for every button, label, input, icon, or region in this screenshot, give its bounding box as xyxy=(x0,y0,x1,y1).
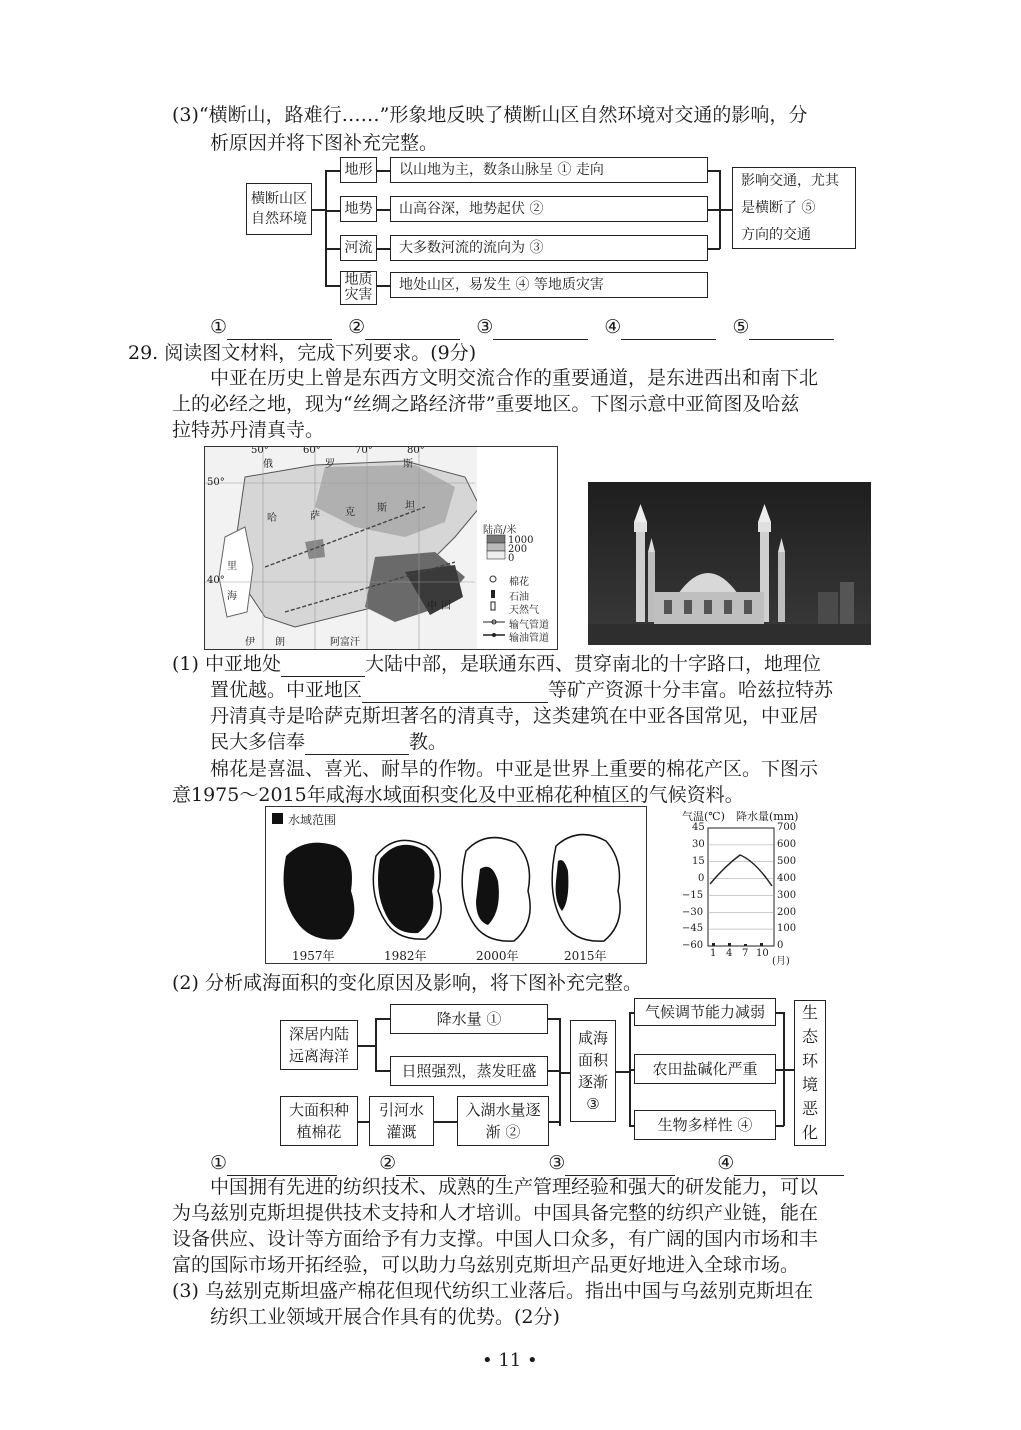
legend-level-1000: 1000 xyxy=(508,535,534,546)
china-text-line1: 中国拥有先进的纺织技术、成熟的生产管理经验和强大的研发能力，可以 xyxy=(210,1176,819,1198)
tag-relief: 地势 xyxy=(340,196,377,222)
hengduan-env-box: 横断山区 自然环境 xyxy=(246,183,312,235)
q29-2-answer-blanks: ① ② ③ ④ xyxy=(210,1150,844,1176)
lon-tick-50: 50° xyxy=(251,446,269,456)
flow-inflow-box: 入湖水量逐 渐 ② xyxy=(457,1096,549,1146)
flow-cotton-box: 大面积种 植棉花 xyxy=(280,1096,358,1146)
temp-tick-15: 15 xyxy=(692,856,705,867)
traffic-impact-box: 影响交通，尤其 是横断了 ⑤ 方向的交通 xyxy=(732,167,856,249)
tag-geohazard: 地质 灾害 xyxy=(340,271,377,305)
tag-terrain: 地形 xyxy=(340,157,377,183)
month-tick-7: 7 xyxy=(742,948,749,959)
q29-2-stem: (2) 分析咸海面积的变化原因及影响，将下图补充完整。 xyxy=(172,972,642,994)
label-e1: 俄 xyxy=(263,459,273,470)
label-k3: 克 xyxy=(345,507,355,518)
q29-1-line1: (1) 中亚地处 大陆中部，是联通东西、贯穿南北的十字路口，地理位 xyxy=(172,653,821,675)
flow-precip-box: 降水量 ① xyxy=(390,1004,548,1034)
label-e2: 罗 xyxy=(325,459,335,470)
legend-cotton: 棉花 xyxy=(509,577,529,588)
precip-tick-0: 0 xyxy=(777,940,784,951)
year-1982: 1982年 xyxy=(384,949,427,963)
mosque-svg xyxy=(588,482,871,645)
label-caspian2: 海 xyxy=(227,591,237,602)
china-text-line4: 富的国际市场开拓经验，可以助力乌兹别克斯坦产品更好地进入全球市场。 xyxy=(172,1254,800,1276)
cotton-text-line2: 意1975～2015年咸海水域面积变化及中亚棉花种植区的气候资料。 xyxy=(172,784,744,806)
label-k1: 哈 xyxy=(267,513,277,524)
climate-chart xyxy=(680,806,820,967)
row-terrain-text: 以山地为主，数条山脉呈 ① 走向 xyxy=(390,157,708,183)
label-ir1: 伊 xyxy=(245,637,255,648)
label-k4: 斯 xyxy=(377,503,387,514)
year-1957: 1957年 xyxy=(292,949,335,963)
legend-oil: 石油 xyxy=(509,592,529,603)
aral-sea-figure xyxy=(265,806,647,964)
q28-3-stem-line2: 析原因并将下图补充完整。 xyxy=(210,132,439,154)
label-k2: 萨 xyxy=(310,511,320,522)
flow-salinization-box: 农田盐碱化严重 xyxy=(634,1054,776,1084)
label-ir2: 朗 xyxy=(275,637,285,648)
temp-tick-m30: −30 xyxy=(682,907,704,918)
china-text-line2: 为乌兹别克斯坦提供技术支持和人才培训。中国具备完整的纺织产业链，能在 xyxy=(172,1202,819,1224)
legend-title: 陆高/米 xyxy=(483,525,517,536)
label-cn1: 中 xyxy=(427,601,437,612)
temp-tick-0: 0 xyxy=(698,873,705,884)
temp-tick-45: 45 xyxy=(692,822,705,833)
q29-heading: 29. 阅读图文材料，完成下列要求。(9分) xyxy=(128,342,477,364)
legend-gas: 天然气 xyxy=(509,605,539,616)
precip-tick-500: 500 xyxy=(777,856,797,867)
map-terrain-svg xyxy=(205,447,557,649)
central-asia-map xyxy=(204,446,558,650)
cotton-text-line1: 棉花是喜温、喜光、耐旱的作物。中亚是世界上重要的棉花产区。下图示 xyxy=(210,758,819,780)
q29-3-line2: 纺织工业领域开展合作具有的优势。(2分) xyxy=(210,1306,560,1328)
q29-intro-line2: 上的必经之地，现为“丝绸之路经济带”重要地区。下图示意中亚简图及哈兹 xyxy=(172,393,800,415)
legend-level-200: 200 xyxy=(508,544,528,555)
china-text-line3: 设备供应、设计等方面给予有力支撑。中国人口众多，有广阔的国内市场和丰 xyxy=(172,1228,819,1250)
lon-tick-70: 70° xyxy=(355,446,373,456)
lon-tick-60: 60° xyxy=(303,446,321,456)
legend-level-0: 0 xyxy=(508,553,515,564)
q29-intro-line1: 中亚在历史上曾是东西方文明交流合作的重要通道，是东进西出和南下北 xyxy=(210,367,819,389)
row-relief-text: 山高谷深，地势起伏 ② xyxy=(390,196,708,222)
row-geohazard-text: 地处山区，易发生 ④ 等地质灾害 xyxy=(390,272,708,298)
precip-tick-600: 600 xyxy=(777,839,797,850)
label-afghanistan: 阿富汗 xyxy=(330,637,360,648)
precip-tick-300: 300 xyxy=(777,890,797,901)
month-tick-4: 4 xyxy=(726,948,733,959)
legend-oil-pipeline: 输油管道 xyxy=(509,633,549,644)
q29-intro-line3: 拉特苏丹清真寺。 xyxy=(172,419,325,441)
label-e3: 斯 xyxy=(403,459,413,470)
precip-tick-400: 400 xyxy=(777,873,797,884)
lat-tick-50: 50° xyxy=(207,477,225,488)
row-river-text: 大多数河流的流向为 ③ xyxy=(390,235,708,261)
month-unit: (月) xyxy=(772,956,790,967)
flow-irrigation-box: 引河水 灌溉 xyxy=(369,1096,434,1146)
lat-tick-40: 40° xyxy=(207,575,225,586)
q29-1-line3: 丹清真寺是哈萨克斯坦著名的清真寺，这类建筑在中亚各国常见，中亚居 xyxy=(210,705,819,727)
temp-tick-m45: −45 xyxy=(682,923,704,934)
water-legend-label: 水域范围 xyxy=(288,813,337,827)
q28-3-stem-line1: (3)“横断山，路难行……”形象地反映了横断山区自然环境对交通的影响，分 xyxy=(172,104,808,126)
lon-tick-80: 80° xyxy=(407,446,425,456)
label-caspian1: 里 xyxy=(227,561,237,572)
flow-inland-box: 深居内陆 远离海洋 xyxy=(280,1020,358,1070)
year-2000: 2000年 xyxy=(476,949,519,963)
temp-tick-30: 30 xyxy=(692,839,705,850)
flow-biodiversity-box: 生物多样性 ④ xyxy=(634,1110,776,1140)
label-cn2: 国 xyxy=(441,601,451,612)
year-2015: 2015年 xyxy=(564,949,607,963)
flow-climate-box: 气候调节能力减弱 xyxy=(634,998,776,1026)
temp-axis-label: 气温(℃) xyxy=(682,810,725,823)
q29-1-line2: 置优越。中亚地区 等矿产资源十分丰富。哈兹拉特苏 xyxy=(210,679,834,701)
precip-tick-700: 700 xyxy=(777,822,797,833)
precip-tick-100: 100 xyxy=(777,923,797,934)
q29-1-line4: 民大多信奉 教。 xyxy=(210,731,448,753)
month-tick-10: 10 xyxy=(756,948,769,959)
temp-tick-m60: −60 xyxy=(682,940,704,951)
tag-river: 河流 xyxy=(340,235,377,261)
legend-gas-pipeline: 输气管道 xyxy=(509,620,549,631)
mosque-photo xyxy=(588,482,871,645)
precip-tick-200: 200 xyxy=(777,907,797,918)
page-number: • 11 • xyxy=(482,1350,538,1371)
precip-axis-label: 降水量(mm) xyxy=(736,810,799,823)
label-k5: 坦 xyxy=(405,501,415,512)
flow-sunshine-box: 日照强烈，蒸发旺盛 xyxy=(390,1056,548,1086)
flow-ecology-box: 生 态 环 境 恶 化 xyxy=(794,1000,826,1146)
aral-sea-shapes xyxy=(266,821,646,951)
q28-3-answer-blanks: ① ② ③ ④ ⑤ xyxy=(210,314,834,340)
month-tick-1: 1 xyxy=(710,948,717,959)
flow-aral-shrink-box: 咸海 面积 逐渐 ③ xyxy=(570,1020,616,1122)
temp-tick-m15: −15 xyxy=(682,890,704,901)
q29-3-line1: (3) 乌兹别克斯坦盛产棉花但现代纺织工业落后。指出中国与乌兹别克斯坦在 xyxy=(172,1280,813,1302)
